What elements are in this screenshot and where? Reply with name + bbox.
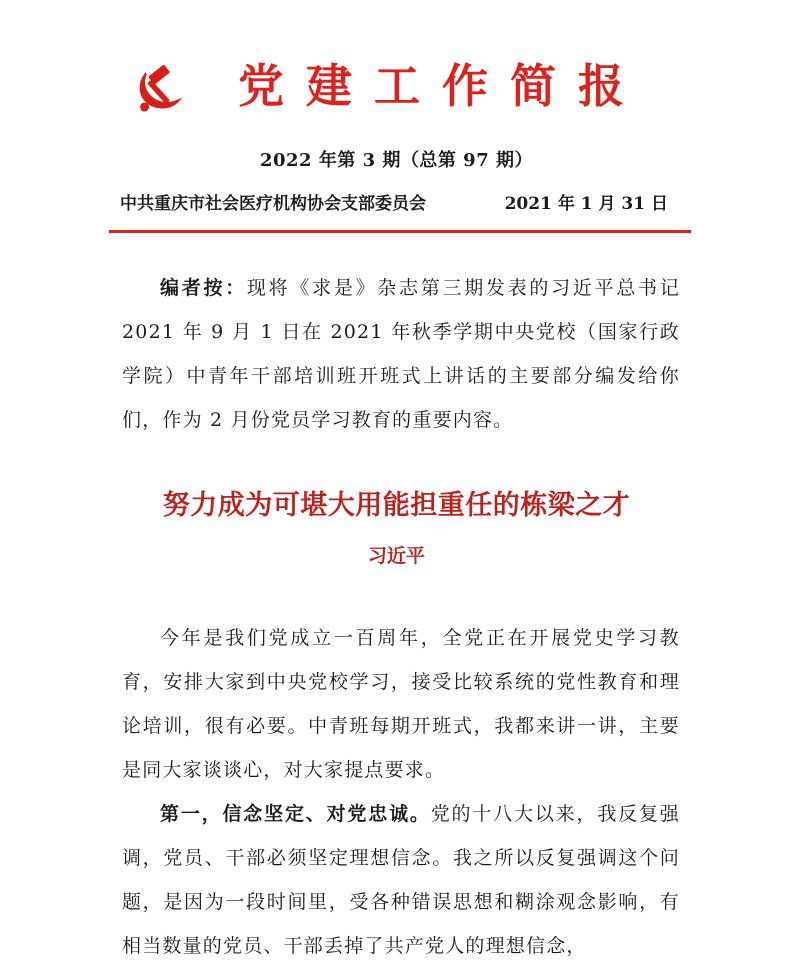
header-divider [109,230,691,233]
article-author: 习近平 [367,545,425,567]
editor-note-text: 现将《求是》杂志第三期发表的习近平总书记 2021 年 9 月 1 日在 2021 年秋季学期中央党校（国家行政学院）中青年干部培训班开班式上讲话的主要部分编发给你们，作为 2 月份党员学习教育的重要内容。 [122,277,680,431]
article-body [122,616,680,968]
organization-name: 中共重庆市社会医疗机构协会支部委员会 [120,194,426,214]
newsletter-title: 党建工作简报 [238,59,646,113]
masthead [0,52,793,122]
editor-note [122,266,680,442]
hammer-sickle-icon [130,60,186,116]
editor-note-paragraph [122,266,680,442]
article-paragraph: 今年是我们党成立一百周年，全党正在开展党史学习教育，安排大家到中央党校学习，接受比较系统的党性教育和理论培训，很有必要。中青班每期开班式，我都来讲一讲，主要是同大家谈谈心，对大家提点要求。 [122,627,680,781]
paragraph-text: 党的十八大以来，我反复强调，党员、干部必须坚定理想信念。我之所以反复强调这个问题，是因为一段时间里，受各种错误思想和糊涂观念影响，有相当数量的党员、干部丢掉了共产党人的理想信念， [122,803,680,957]
issue-number: 2022 年第 3 期（总第 97 期） [259,150,533,171]
editor-note-label: 编者按： [160,277,247,299]
article-paragraph [122,792,680,968]
article-title: 努力成为可堪大用能担重任的栋梁之才 [162,490,631,521]
publish-date: 2021 年 1 月 31 日 [504,194,668,214]
paragraph-lead: 第一，信念坚定、对党忠诚。 [160,803,431,825]
